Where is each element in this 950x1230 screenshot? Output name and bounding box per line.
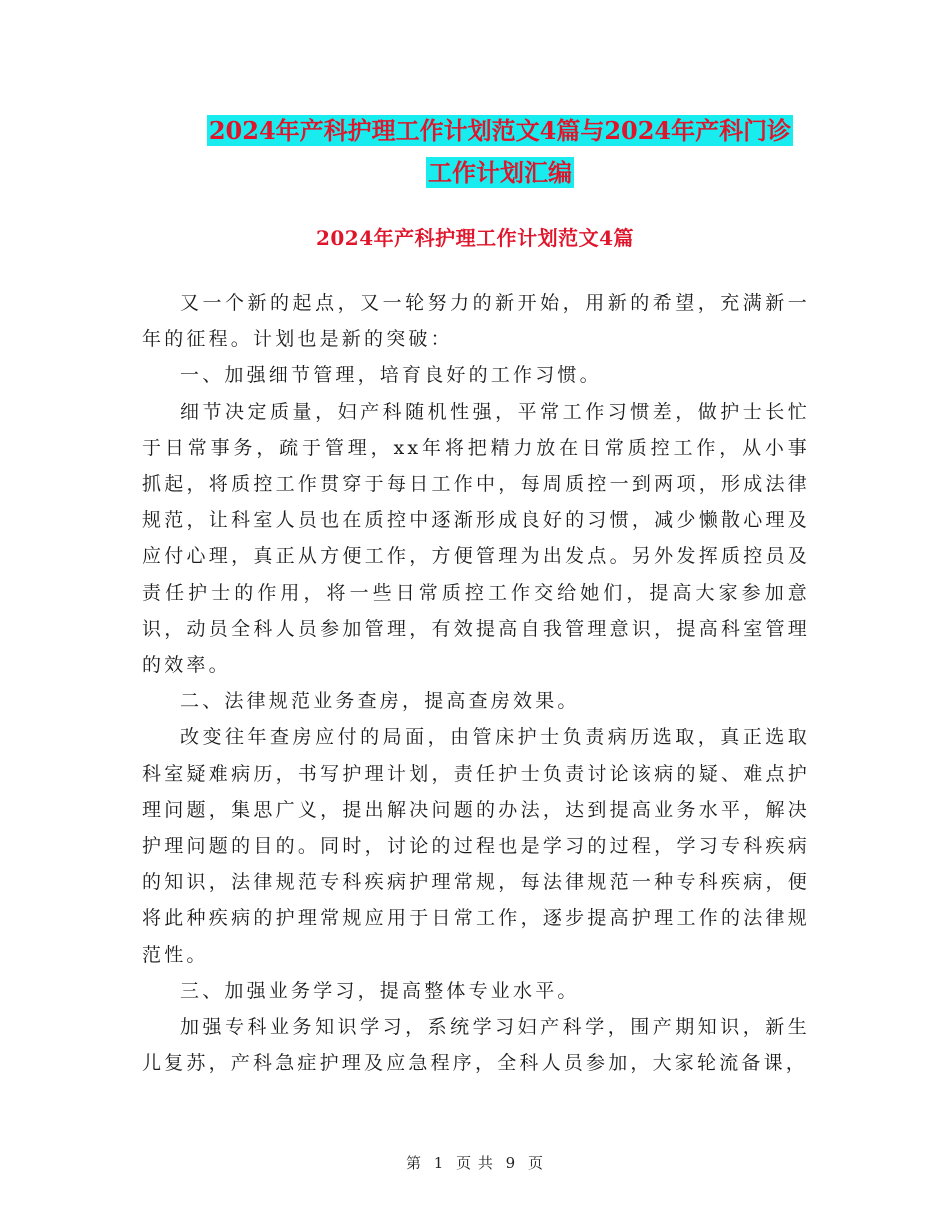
section-title: 2024年产科护理工作计划范文4篇 bbox=[315, 226, 635, 250]
paragraph-heading-2: 二、法律规范业务查房，提高查房效果。 bbox=[180, 690, 580, 713]
paragraph-heading-3: 三、加强业务学习，提高整体专业水平。 bbox=[180, 979, 580, 1002]
title-line-2: 工作计划汇编 bbox=[428, 158, 572, 187]
footer-suffix: 页 bbox=[528, 1154, 545, 1172]
page-total: 9 bbox=[505, 1154, 517, 1172]
document-body bbox=[142, 285, 810, 1081]
page-number: 1 bbox=[433, 1154, 445, 1172]
paragraph-intro: 又一个新的起点，又一轮努力的新开始，用新的希望，充满新一年的征程。计划也是新的突破： bbox=[142, 292, 810, 351]
document-title bbox=[140, 110, 860, 194]
paragraph-study: 加强专科业务知识学习，系统学习妇产科学，围产期知识，新生儿复苏，产科急症护理及应急程序，全科人员参加，大家轮流备课， bbox=[142, 1016, 810, 1075]
paragraph-heading-1: 一、加强细节管理，培育良好的工作习惯。 bbox=[180, 364, 602, 387]
paragraph-detail-management: 细节决定质量，妇产科随机性强，平常工作习惯差，做护士长忙于日常事务，疏于管理，xx年将把精力放在日常质控工作，从小事抓起，将质控工作贯穿于每日工作中，每周质控一到两项，形成法律规范，让科室人员也在质控中逐渐形成良好的习惯，减少懒散心理及应付心理，真正从方便工作，方便管理为出发点。另外发挥质控员及责任护士的作用，将一些日常质控工作交给她们，提高大家参加意识，动员全科人员参加管理，有效提高自我管理意识，提高科室管理的效率。 bbox=[142, 400, 810, 677]
paragraph-ward-rounds: 改变往年查房应付的局面，由管床护士负责病历选取，真正选取科室疑难病历，书写护理计划，责任护士负责讨论该病的疑、难点护理问题，集思广义，提出解决问题的办法，达到提高业务水平，解决护理问题的目的。同时，讨论的过程也是学习的过程，学习专科疾病的知识，法律规范专科疾病护理常规，每法律规范一种专科疾病，便将此种疾病的护理常规应用于日常工作，逐步提高护理工作的法律规范性。 bbox=[142, 726, 810, 966]
footer-prefix: 第 bbox=[405, 1154, 422, 1172]
title-line-1: 2024年产科护理工作计划范文4篇与2024年产科门诊 bbox=[208, 116, 792, 145]
footer-middle: 页 共 bbox=[456, 1154, 494, 1172]
page-footer bbox=[0, 1152, 950, 1173]
